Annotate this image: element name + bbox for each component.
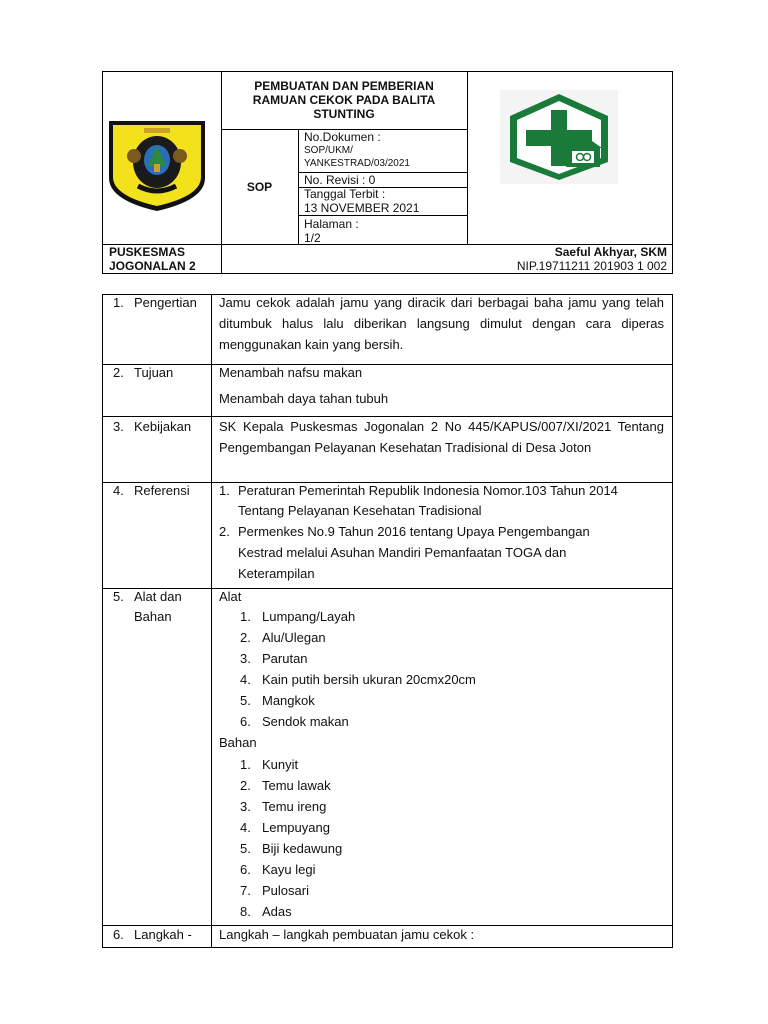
rule: [102, 364, 673, 365]
reference-text: Peraturan Pemerintah Republik Indonesia Nomor.103 Tahun 2014: [238, 483, 618, 498]
issue-date-label: Tanggal Terbit :: [304, 187, 386, 201]
page-value: 1/2: [304, 231, 321, 245]
list-number: 3.: [240, 651, 251, 666]
subheading: Alat: [219, 589, 242, 604]
rule: [102, 273, 673, 274]
rule: [102, 588, 673, 589]
section-label: Alat dan: [134, 589, 182, 604]
list-item: Pulosari: [262, 883, 309, 898]
list-number: 5.: [240, 841, 251, 856]
rule: [298, 215, 467, 216]
list-item: Parutan: [262, 651, 308, 666]
section-number: 2.: [113, 365, 124, 380]
rule: [221, 71, 222, 274]
rule: [211, 294, 212, 948]
reference-text: Keterampilan: [238, 566, 315, 581]
section-text: Langkah – langkah pembuatan jamu cekok :: [219, 927, 475, 942]
signer-name: Saeful Akhyar, SKM: [554, 245, 667, 259]
section-label: Kebijakan: [134, 419, 192, 434]
section-number: 1.: [113, 295, 124, 310]
page-label: Halaman :: [304, 217, 359, 231]
section-label: Pengertian: [134, 295, 197, 310]
list-number: 4.: [240, 672, 251, 687]
section-text: SK Kepala Puskesmas Jogonalan 2 No 445/KAPUS/007/XI/2021 Tentang Pengembangan Pelayanan Kesehatan Tradisional di Desa Joton: [219, 419, 664, 455]
list-item: Kunyit: [262, 757, 299, 772]
list-number: 2.: [219, 524, 230, 539]
sop-label: SOP: [246, 180, 273, 194]
section-number: 3.: [113, 419, 124, 434]
list-item: Kain putih bersih ukuran 20cmx20cm: [262, 672, 476, 687]
list-item: Lempuyang: [262, 820, 330, 835]
list-number: 2.: [240, 630, 251, 645]
section-number: 6.: [113, 927, 124, 942]
list-item: Lumpang/Layah: [262, 609, 356, 624]
section-number: 4.: [113, 483, 124, 498]
regency-emblem-icon: [108, 120, 206, 212]
section-number: 5.: [113, 589, 124, 604]
list-number: 5.: [240, 693, 251, 708]
list-number: 8.: [240, 904, 251, 919]
list-item: Biji kedawung: [262, 841, 343, 856]
list-item: Alu/Ulegan: [262, 630, 326, 645]
rule: [672, 71, 673, 274]
section-text: Menambah nafsu makan: [219, 365, 363, 380]
rule: [102, 71, 103, 274]
list-item: Mangkok: [262, 693, 315, 708]
section-text: Menambah daya tahan tubuh: [219, 391, 389, 406]
revision-number: No. Revisi : 0: [304, 173, 376, 187]
rule: [467, 71, 468, 245]
document-title: PEMBUATAN DAN PEMBERIAN RAMUAN CEKOK PADA BALITA STUNTING: [252, 79, 436, 121]
list-number: 1.: [219, 483, 230, 498]
org-name: JOGONALAN 2: [109, 259, 196, 273]
issue-date-value: 13 NOVEMBER 2021: [304, 201, 420, 215]
subheading: Bahan: [219, 735, 257, 750]
org-name: PUSKESMAS: [109, 245, 186, 259]
list-item: Temu lawak: [262, 778, 331, 793]
section-label: Langkah -: [134, 927, 192, 942]
section-text: Jamu cekok adalah jamu yang diracik dari berbagai baha jamu yang telah ditumbuk halus lalu diberikan langsung dimulut dengan cara diperas menggunakan kain yang bersih.: [219, 295, 664, 352]
rule: [102, 947, 673, 948]
doc-number-value: YANKESTRAD/03/2021: [304, 158, 410, 169]
section-label: Tujuan: [134, 365, 174, 380]
section-label: Bahan: [134, 609, 172, 624]
rule: [102, 294, 103, 948]
section-label: Referensi: [134, 483, 190, 498]
doc-number-label: No.Dokumen :: [304, 130, 381, 144]
list-item: Kayu legi: [262, 862, 316, 877]
signer-nip: NIP.19711211 201903 1 002: [516, 259, 667, 273]
doc-number-value: SOP/UKM/: [304, 145, 353, 156]
list-number: 7.: [240, 883, 251, 898]
puskesmas-logo-icon: [500, 90, 618, 184]
list-number: 2.: [240, 778, 251, 793]
list-number: 1.: [240, 609, 251, 624]
list-item: Temu ireng: [262, 799, 327, 814]
reference-text: Permenkes No.9 Tahun 2016 tentang Upaya Pengembangan: [238, 524, 590, 539]
list-number: 4.: [240, 820, 251, 835]
reference-text: Kestrad melalui Asuhan Mandiri Pemanfaatan TOGA dan: [238, 545, 567, 560]
list-item: Sendok makan: [262, 714, 349, 729]
rule: [102, 71, 673, 72]
list-number: 3.: [240, 799, 251, 814]
rule: [672, 294, 673, 948]
list-number: 6.: [240, 862, 251, 877]
list-number: 1.: [240, 757, 251, 772]
reference-text: Tentang Pelayanan Kesehatan Tradisional: [238, 503, 482, 518]
list-item: Adas: [262, 904, 292, 919]
list-number: 6.: [240, 714, 251, 729]
